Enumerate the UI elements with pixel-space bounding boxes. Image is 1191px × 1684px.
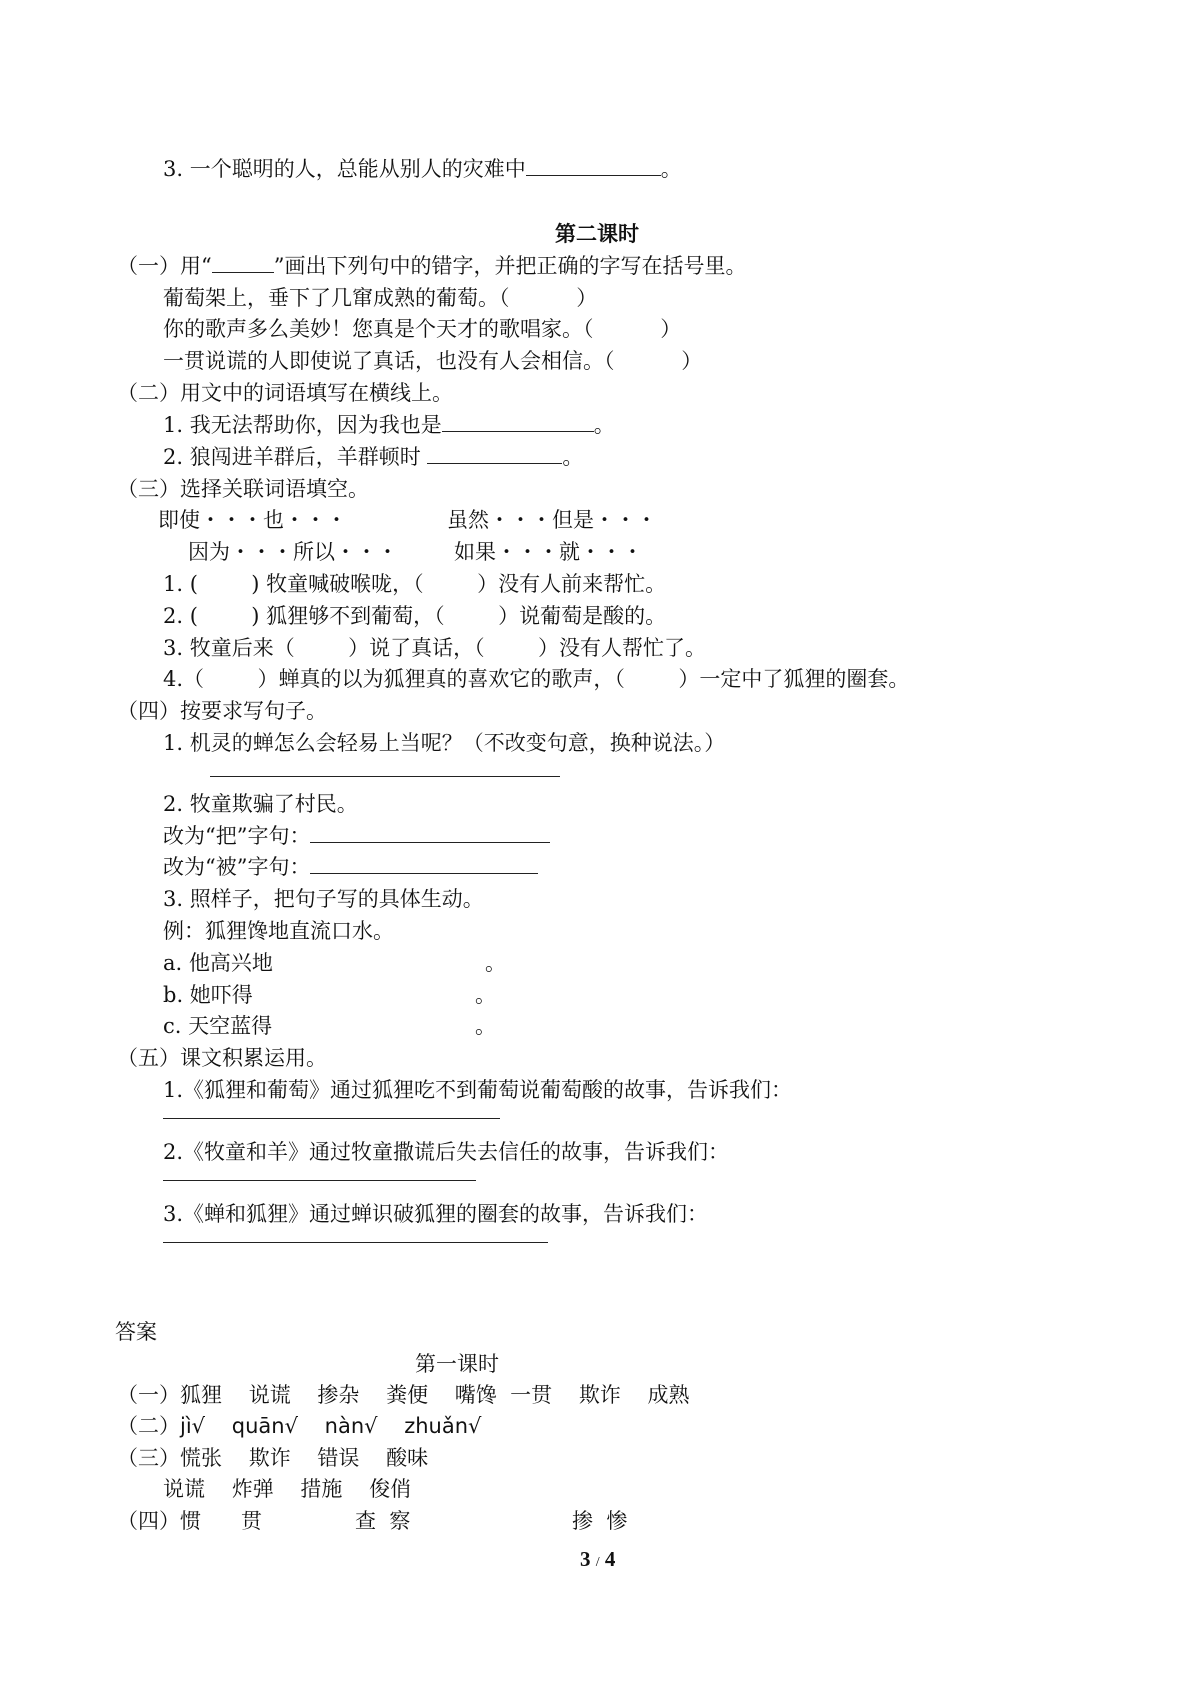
answer-line[interactable] [163, 1180, 476, 1181]
answer-row-1: （一）狐狸 说谎 掺杂 粪便 嘴馋 一贯 欺诈 成熟 [117, 1383, 690, 1407]
answer-blank[interactable] [310, 853, 538, 874]
section-3-heading: （三）选择关联词语填空。 [117, 477, 369, 501]
section-2-item-1: 1. 我无法帮助你，因为我也是 。 [163, 413, 615, 437]
section-1-item-1: 葡萄架上，垂下了几窜成熟的葡萄。（ ） [163, 286, 598, 310]
fill-item-a: a. 他高兴地 [163, 951, 273, 975]
answer-line[interactable] [163, 1242, 548, 1243]
section-1-heading: （一）用“ ”画出下列句中的错字，并把正确的字写在括号里。 [117, 254, 747, 278]
period: 。 [475, 983, 496, 1007]
answer-row-3: （三）慌张 欺诈 错误 酸味 [117, 1446, 429, 1470]
answer-row-2: （二）jì√ quān√ nàn√ zhuǎn√ [117, 1414, 482, 1438]
section-4-heading: （四）按要求写句子。 [117, 699, 327, 723]
pinyin-answers: jì√ quān√ nàn√ zhuǎn√ [180, 1414, 482, 1438]
answer-blank[interactable] [427, 443, 562, 464]
fill-item-c: c. 天空蓝得 [163, 1014, 273, 1038]
section-5-item-2: 2.《牧童和羊》通过牧童撒谎后失去信任的故事，告诉我们： [163, 1140, 730, 1164]
fill-item-b: b. 她吓得 [163, 983, 253, 1007]
answer-line[interactable] [163, 1118, 500, 1119]
lesson-1-title: 第一课时 [415, 1352, 499, 1376]
period: 。 [475, 1014, 496, 1038]
section-3-item-1: 1. ( ) 牧童喊破喉咙，（ ）没有人前来帮忙。 [163, 572, 667, 596]
question-text: 3. 一个聪明的人，总能从别人的灾难中 [163, 157, 526, 181]
section-5-heading: （五）课文积累运用。 [117, 1046, 327, 1070]
section-3-item-4: 4.（ ）蝉真的以为狐狸真的喜欢它的歌声，（ ）一定中了狐狸的圈套。 [163, 667, 910, 691]
conjunction-option: 虽然・・・但是・・・ [447, 508, 657, 532]
section-4-item-3: 3. 照样子，把句子写的具体生动。 [163, 887, 484, 911]
answer-line[interactable] [210, 776, 560, 777]
section-2-item-2: 2. 狼闯进羊群后，羊群顿时 。 [163, 445, 584, 469]
lesson-2-title: 第二课时 [555, 221, 639, 246]
section-3-item-2: 2. ( ) 狐狸够不到葡萄，（ ）说葡萄是酸的。 [163, 604, 667, 628]
answers-label: 答案 [115, 1320, 157, 1344]
conjunction-option: 如果・・・就・・・ [454, 540, 643, 564]
underline-sample [212, 252, 274, 273]
ba-sentence-line: 改为“把”字句： [163, 822, 550, 850]
conjunction-option: 即使・・・也・・・ [158, 508, 347, 532]
answer-blank[interactable] [442, 411, 594, 432]
answer-row-4: （四）惯 贯 [117, 1509, 263, 1533]
section-2-heading: （二）用文中的词语填写在横线上。 [117, 381, 453, 405]
section-5-item-1: 1.《狐狸和葡萄》通过狐狸吃不到葡萄说葡萄酸的故事，告诉我们： [163, 1078, 793, 1102]
section-5-item-3: 3.《蝉和狐狸》通过蝉识破狐狸的圈套的故事，告诉我们： [163, 1202, 709, 1226]
answer-blank[interactable] [526, 155, 661, 176]
period: 。 [485, 951, 506, 975]
answer-row-3b: 说谎 炸弹 措施 俊俏 [163, 1477, 412, 1501]
conjunction-option: 因为・・・所以・・・ [188, 540, 398, 564]
example-sentence: 例：狐狸馋地直流口水。 [163, 919, 394, 943]
answer-blank[interactable] [310, 822, 550, 843]
period: 。 [660, 157, 682, 181]
section-3-item-3: 3. 牧童后来（ ）说了真话，（ ）没有人帮忙了。 [163, 636, 707, 660]
section-4-item-2: 2. 牧童欺骗了村民。 [163, 792, 358, 816]
page-number: 3 / 4 [580, 1547, 616, 1571]
answer-row-4-part-2: 查 察 [355, 1509, 411, 1533]
answer-row-4-part-3: 掺 惨 [572, 1509, 628, 1533]
section-1-item-3: 一贯说谎的人即使说了真话，也没有人会相信。（ ） [163, 349, 703, 373]
section-4-item-1: 1. 机灵的蝉怎么会轻易上当呢？（不改变句意，换种说法。） [163, 731, 726, 755]
section-1-item-2: 你的歌声多么美妙！您真是个天才的歌唱家。（ ） [163, 317, 682, 341]
question-3-line [163, 155, 682, 183]
bei-sentence-line: 改为“被”字句： [163, 853, 538, 881]
